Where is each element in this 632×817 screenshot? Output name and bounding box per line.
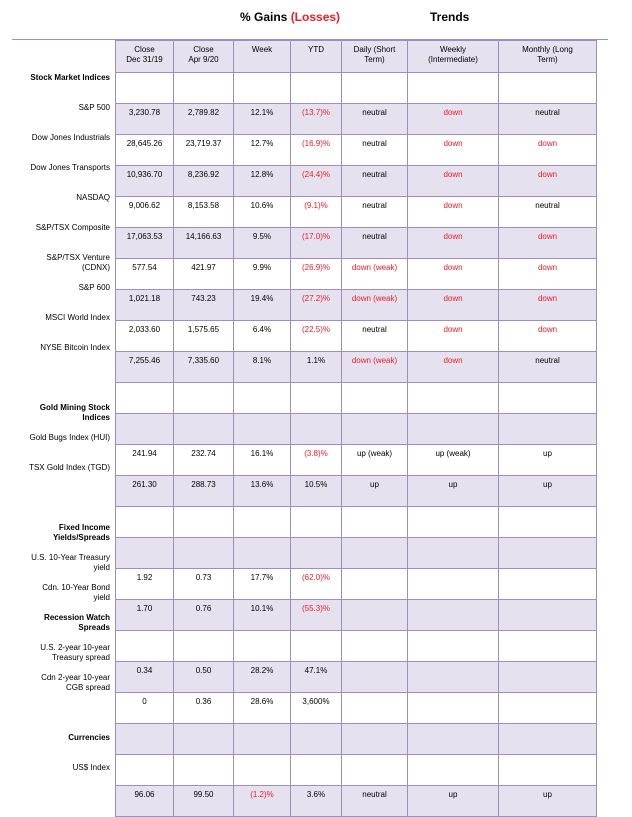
cell: down: [408, 321, 499, 352]
column-header-ytd: YTD: [291, 41, 342, 73]
row-label-us-2-10-spread: U.S. 2-year 10-year Treasury spread: [40, 643, 110, 662]
cell: 8.1%: [234, 352, 291, 383]
cell: 421.97: [174, 259, 234, 290]
cell: up: [499, 476, 597, 507]
trends-header: Trends: [430, 10, 470, 24]
gains-header: % Gains (Losses): [240, 10, 341, 24]
cell: neutral: [342, 228, 408, 259]
table-row-tsx: [116, 228, 597, 259]
table-row-dow: [116, 135, 597, 166]
column-header-close-apr9: Close Apr 9/20: [174, 41, 234, 73]
cell: (22.5)%: [291, 321, 342, 352]
table-row-venture: [116, 259, 597, 290]
section-currencies: Currencies: [68, 733, 110, 742]
row-label-nyse-bitcoin: NYSE Bitcoin Index: [40, 343, 110, 352]
cell: 14,166.63: [174, 228, 234, 259]
row-label-us-10yr-treasury: U.S. 10-Year Treasury yield: [31, 553, 110, 572]
cell: 577.54: [116, 259, 174, 290]
table-row-tgd: [116, 476, 597, 507]
cell: 8,153.58: [174, 197, 234, 228]
table-row-us2-10: [116, 662, 597, 693]
spacer-row: [116, 414, 597, 445]
cell: neutral: [499, 352, 597, 383]
cell: neutral: [342, 786, 408, 817]
spacer-row: [116, 507, 597, 538]
table-row-us10: [116, 569, 597, 600]
row-label-sp-tsx-composite: S&P/TSX Composite: [35, 223, 110, 232]
table-row-sp600: [116, 290, 597, 321]
losses-label: (Losses): [290, 10, 341, 24]
cell: 2,033.60: [116, 321, 174, 352]
cell: 1.92: [116, 569, 174, 600]
cell: (9.1)%: [291, 197, 342, 228]
cell: up: [499, 786, 597, 817]
cell: up: [499, 445, 597, 476]
cell: 3,230.78: [116, 104, 174, 135]
market-data-table: [115, 40, 597, 817]
spacer-row: [116, 383, 597, 414]
cell: down: [408, 228, 499, 259]
cell: down (weak): [342, 290, 408, 321]
cell: 99.50: [174, 786, 234, 817]
cell: 232.74: [174, 445, 234, 476]
table-row-nasdaq: [116, 197, 597, 228]
row-label-cdn-10yr-bond: Cdn. 10-Year Bond yield: [42, 583, 110, 602]
spacer-row: [116, 724, 597, 755]
cell: (16.9)%: [291, 135, 342, 166]
cell: 16.1%: [234, 445, 291, 476]
cell: 8,236.92: [174, 166, 234, 197]
cell: neutral: [342, 321, 408, 352]
cell: (24.4)%: [291, 166, 342, 197]
cell: neutral: [342, 197, 408, 228]
cell: 2,789.82: [174, 104, 234, 135]
row-label-sp600: S&P 600: [78, 283, 110, 292]
cell: 1.1%: [291, 352, 342, 383]
cell: 3.6%: [291, 786, 342, 817]
cell: down: [408, 290, 499, 321]
spacer-row: [116, 631, 597, 662]
cell: up: [408, 786, 499, 817]
cell: 19.4%: [234, 290, 291, 321]
cell: down: [408, 135, 499, 166]
cell: down: [408, 104, 499, 135]
cell: down: [499, 290, 597, 321]
row-label-sp-tsx-venture: S&P/TSX Venture (CDNX): [46, 253, 110, 272]
cell: neutral: [499, 197, 597, 228]
cell: 3,600%: [291, 693, 342, 724]
cell: (26.9)%: [291, 259, 342, 290]
cell: 0.73: [174, 569, 234, 600]
cell: (13.7)%: [291, 104, 342, 135]
cell: 28.6%: [234, 693, 291, 724]
cell: 47.1%: [291, 662, 342, 693]
cell: 12.7%: [234, 135, 291, 166]
cell: down: [408, 352, 499, 383]
cell: 96.06: [116, 786, 174, 817]
cell: down (weak): [342, 259, 408, 290]
row-label-cdn-2-10-spread: Cdn 2-year 10-year CGB spread: [41, 673, 110, 692]
cell: 1,575.65: [174, 321, 234, 352]
row-label-usd-index: US$ Index: [72, 763, 110, 772]
cell: 9.5%: [234, 228, 291, 259]
table-row-cdn10: [116, 600, 597, 631]
cell: 9.9%: [234, 259, 291, 290]
cell: 17,063.53: [116, 228, 174, 259]
column-header-daily: Daily (Short Term): [342, 41, 408, 73]
cell: 7,255.46: [116, 352, 174, 383]
cell: neutral: [342, 166, 408, 197]
cell: down (weak): [342, 352, 408, 383]
cell: 1,021.18: [116, 290, 174, 321]
section-gold-mining: Gold Mining Stock Indices: [39, 403, 110, 422]
cell: down: [499, 228, 597, 259]
cell: up (weak): [408, 445, 499, 476]
table-row-usd: [116, 786, 597, 817]
cell: (1.2)%: [234, 786, 291, 817]
row-label-sp500: S&P 500: [78, 103, 110, 112]
cell: 1.70: [116, 600, 174, 631]
cell: down: [499, 321, 597, 352]
cell: 0.34: [116, 662, 174, 693]
table-row-dow-transports: [116, 166, 597, 197]
cell: up: [408, 476, 499, 507]
cell: (27.2)%: [291, 290, 342, 321]
spacer-row: [116, 73, 597, 104]
cell: 10.5%: [291, 476, 342, 507]
column-header-close-dec31: Close Dec 31/19: [116, 41, 174, 73]
cell: 0.50: [174, 662, 234, 693]
row-label-msci-world: MSCI World Index: [45, 313, 110, 322]
column-header-weekly: Weekly (Intermediate): [408, 41, 499, 73]
cell: (3.8)%: [291, 445, 342, 476]
cell: 0.76: [174, 600, 234, 631]
cell: 12.8%: [234, 166, 291, 197]
cell: 10,936.70: [116, 166, 174, 197]
cell: (62.0)%: [291, 569, 342, 600]
row-label-dow-jones-transports: Dow Jones Transports: [30, 163, 110, 172]
table-row-msci: [116, 321, 597, 352]
cell: up: [342, 476, 408, 507]
cell: 288.73: [174, 476, 234, 507]
section-stock-market-indices: Stock Market Indices: [30, 73, 110, 82]
cell: 28.2%: [234, 662, 291, 693]
cell: neutral: [342, 135, 408, 166]
row-label-dow-jones-industrials: Dow Jones Industrials: [31, 133, 110, 142]
table-row-sp500: [116, 104, 597, 135]
cell: 28,645.26: [116, 135, 174, 166]
column-header-week: Week: [234, 41, 291, 73]
column-header-monthly: Monthly (Long Term): [499, 41, 597, 73]
cell: down: [408, 259, 499, 290]
cell: down: [408, 197, 499, 228]
cell: 17.7%: [234, 569, 291, 600]
cell: 0: [116, 693, 174, 724]
cell: 7,335.60: [174, 352, 234, 383]
spacer-row: [116, 538, 597, 569]
cell: 10.1%: [234, 600, 291, 631]
row-label-nasdaq: NASDAQ: [76, 193, 110, 202]
section-fixed-income: Fixed Income Yields/Spreads: [52, 523, 110, 542]
cell: 9,006.62: [116, 197, 174, 228]
cell: up (weak): [342, 445, 408, 476]
cell: down: [499, 135, 597, 166]
cell: 12.1%: [234, 104, 291, 135]
table-row-bitcoin: [116, 352, 597, 383]
cell: neutral: [499, 104, 597, 135]
table-row-cdn2-10: [116, 693, 597, 724]
cell: 743.23: [174, 290, 234, 321]
cell: (17.0)%: [291, 228, 342, 259]
row-label-tsx-gold-tgd: TSX Gold Index (TGD): [29, 463, 110, 472]
cell: (55.3)%: [291, 600, 342, 631]
cell: 13.6%: [234, 476, 291, 507]
cell: 261.30: [116, 476, 174, 507]
cell: 6.4%: [234, 321, 291, 352]
cell: 0.36: [174, 693, 234, 724]
cell: 10.6%: [234, 197, 291, 228]
spacer-row: [116, 755, 597, 786]
row-label-gold-bugs-hui: Gold Bugs Index (HUI): [29, 433, 110, 442]
column-header-row: [116, 41, 597, 73]
table-row-hui: [116, 445, 597, 476]
cell: down: [408, 166, 499, 197]
cell: neutral: [342, 104, 408, 135]
cell: 23,719.37: [174, 135, 234, 166]
cell: down: [499, 166, 597, 197]
cell: 241.94: [116, 445, 174, 476]
cell: down: [499, 259, 597, 290]
section-recession-watch: Recession Watch Spreads: [44, 613, 110, 632]
